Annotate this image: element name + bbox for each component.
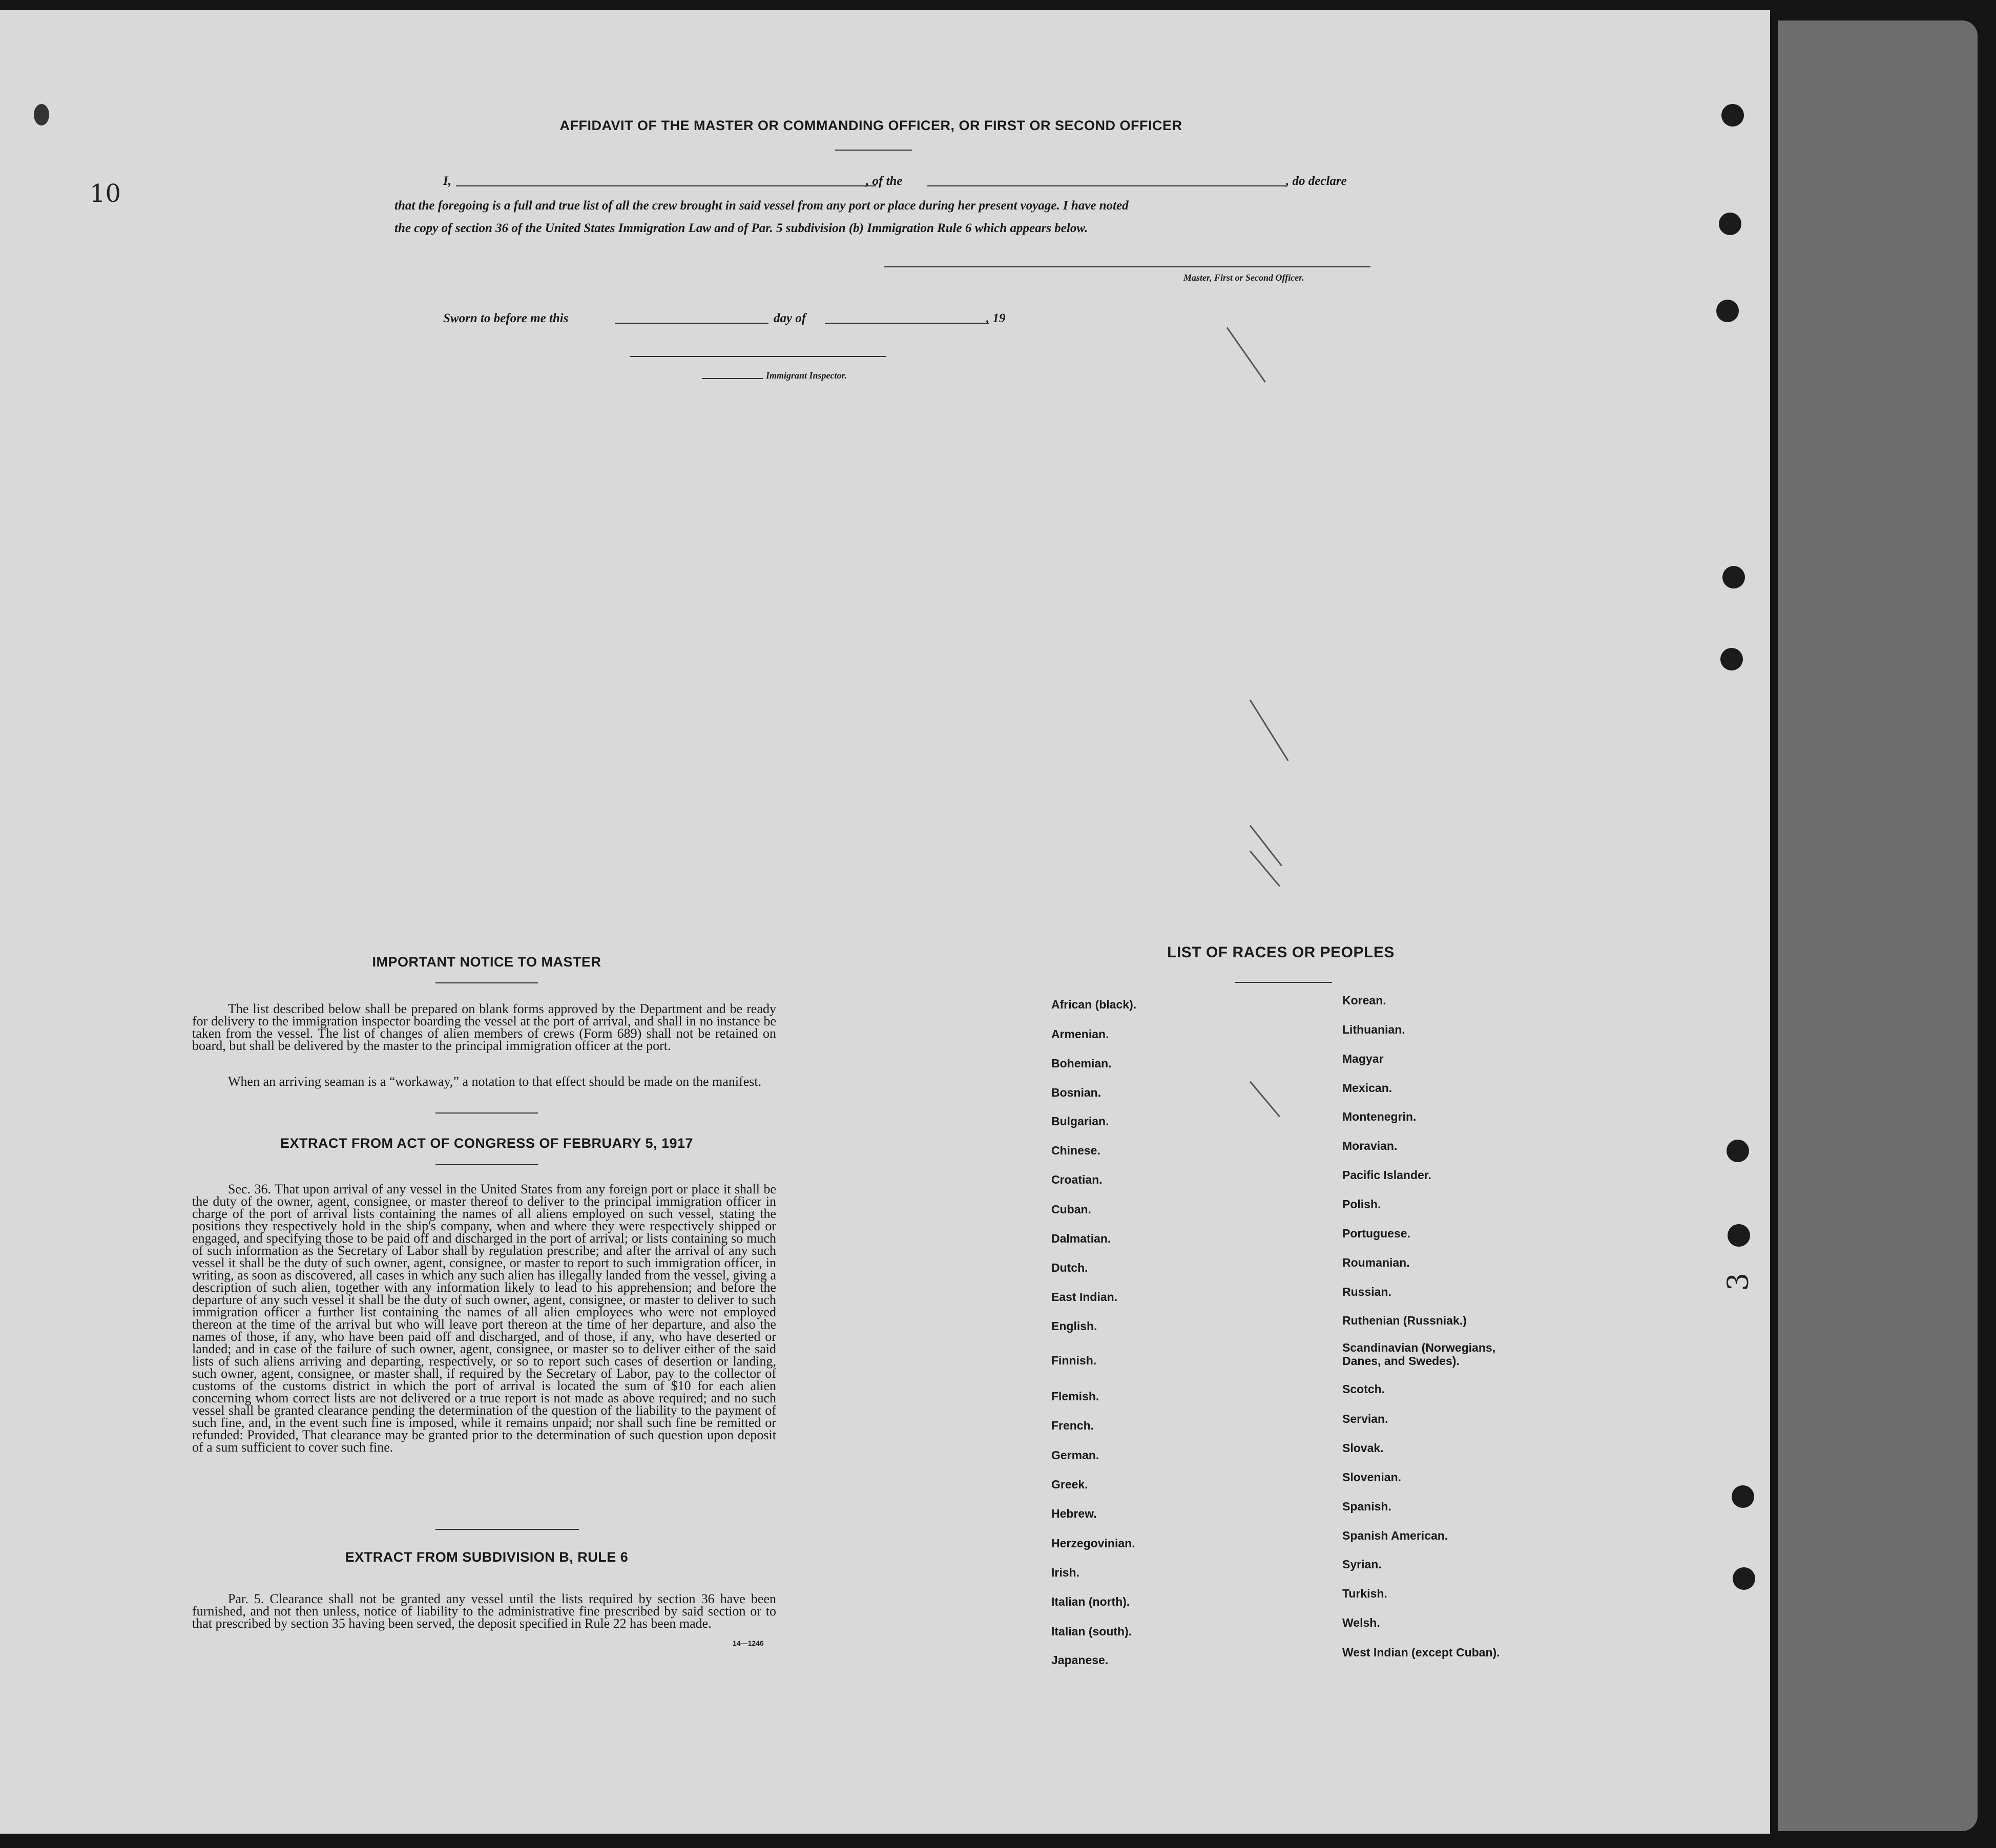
binder-hole	[1722, 566, 1745, 589]
race-item-right: Welsh.	[1342, 1616, 1380, 1629]
pencil-mark	[1250, 700, 1289, 761]
pencil-mark	[1250, 851, 1280, 887]
name-line	[456, 185, 876, 186]
race-item-right: Spanish.	[1342, 1500, 1391, 1513]
rule-text: Par. 5. Clearance shall not be granted any vessel until the lists required by section 36 have been furnished, and not then unless, notice of liability to the administrative fine prescribed by said section or to that prescribed by section 35 having been served, the deposit specified in Rule 22 has been made.	[192, 1591, 776, 1631]
race-item-left: Finnish.	[1051, 1354, 1097, 1367]
race-item-right: Roumanian.	[1342, 1256, 1410, 1269]
inspector-short-line	[702, 378, 763, 379]
notice-para1: The list described below shall be prepared on blank forms approved by the Department and be ready for delivery to the immigration inspector boarding the vessel at the port of arrival, and shall in no instance be taken from the vessel. The list of changes of alien members of crews (Form 689) shall not be retained on board, but shall be delivered by the master to the principal immigration officer at the port.	[192, 1001, 776, 1053]
affidavit-declare: , do declare	[1286, 174, 1347, 188]
race-item-left: Hebrew.	[1051, 1507, 1097, 1520]
race-item-right: Spanish American.	[1342, 1529, 1448, 1542]
inspector-caption: Immigrant Inspector.	[766, 370, 847, 381]
act-text: Sec. 36. That upon arrival of any vessel in the United States from any foreign port or place it shall be the duty of the owner, agent, consignee, or master thereof to deliver to the principal immigration officer in charge of the port of arrival lists containing the names of all aliens employed on such vessel, stating the positions they respectively hold in the ship's company, when and where they were respectively shipped or engaged, and specifying those to be paid off and discharged in the port of arrival; or lists containing so much of such information as the Secretary of Labor shall by regulation prescribe; and after the arrival of any such vessel it shall be the duty of such owner, agent, consignee, or master to report to such immigration officer, in writing, as soon as discovered, all cases in which any such alien has illegally landed from the vessel, giving a description of such alien, together with any information likely to lead to his apprehension; and before the departure of any such vessel it shall be the duty of such owner, agent, consignee, or master to deliver to such immigration officer a further list containing the names of all alien employees who were not employed thereon at the time of the arrival but who will leave port thereon at the time of her departure, and also the names of those, if any, who have been paid off and discharged, and of those, if any, who have deserted or landed; and in case of the failure of such owner, agent, consignee, or master so to deliver either of the said lists of such aliens arriving and departing, respectively, or so to report such cases of desertion or landing, such owner, agent, consignee, or master shall, if required by the Secretary of Labor, pay to the collector of customs of the customs district in which the port of arrival is located the sum of $10 for each alien concerning whom correct lists are not delivered or a true report is not made as above required; and no such vessel shall be granted clearance pending the determination of the question of the liability to the payment of such fine, and, in the event such fine is imposed, while it remains unpaid; nor shall such fine be remitted or refunded: Provided, That clearance may be granted prior to the determination of such question upon deposit of a sum sufficient to cover such fine.	[192, 1182, 776, 1455]
race-item-right: West Indian (except Cuban).	[1342, 1646, 1500, 1659]
form-number: 14—1246	[733, 1639, 764, 1647]
race-item-right: Mexican.	[1342, 1081, 1392, 1095]
act-title: EXTRACT FROM ACT OF CONGRESS OF FEBRUARY 5, 1917	[280, 1136, 694, 1151]
race-item-left: Irish.	[1051, 1566, 1079, 1579]
pencil-mark	[1250, 825, 1282, 867]
race-item-right: Slovenian.	[1342, 1471, 1402, 1484]
race-item-left: Bohemian.	[1051, 1057, 1112, 1070]
binder-hole	[1719, 213, 1741, 235]
race-item-right: Scandinavian (Norwegians, Danes, and Swedes).	[1342, 1341, 1496, 1368]
affidavit-title: AFFIDAVIT OF THE MASTER OR COMMANDING OFFICER, OR FIRST OR SECOND OFFICER	[559, 118, 1182, 133]
race-item-right: Turkish.	[1342, 1587, 1387, 1600]
act-divider	[435, 1164, 538, 1165]
race-item-left: Flemish.	[1051, 1390, 1099, 1403]
race-item-left: East Indian.	[1051, 1290, 1118, 1304]
document-page	[0, 10, 1770, 1834]
notice-end-divider	[435, 1112, 538, 1114]
races-title: LIST OF RACES OR PEOPLES	[1167, 944, 1395, 961]
affidavit-line2: that the foregoing is a full and true list of all the crew brought in said vessel from any port or place during her present voyage. I have noted	[394, 199, 1129, 213]
race-item-left: Greek.	[1051, 1478, 1088, 1491]
race-item-right: Servian.	[1342, 1412, 1388, 1425]
race-item-left: Cuban.	[1051, 1203, 1091, 1216]
race-item-right: Korean.	[1342, 994, 1386, 1007]
signature-caption: Master, First or Second Officer.	[1183, 272, 1304, 283]
binder-hole	[1716, 300, 1739, 322]
race-item-right: Lithuanian.	[1342, 1023, 1405, 1036]
binder-hole	[1727, 1140, 1749, 1162]
pencil-mark	[1226, 327, 1266, 383]
binder-hole	[1721, 104, 1744, 127]
act-end-divider	[435, 1529, 579, 1530]
inspector-line	[630, 356, 886, 357]
affidavit-line3: the copy of section 36 of the United States Immigration Law and of Par. 5 subdivision (b) Immigration Rule 6 which appears below.	[394, 221, 1088, 235]
race-item-right: Polish.	[1342, 1198, 1381, 1211]
races-divider	[1235, 982, 1332, 983]
signature-line	[884, 266, 1370, 267]
race-item-left: Dalmatian.	[1051, 1232, 1111, 1245]
race-item-left: Herzegovinian.	[1051, 1537, 1135, 1550]
pencil-mark	[1250, 1081, 1280, 1118]
year-label: , 19	[986, 311, 1006, 325]
race-item-left: Italian (south).	[1051, 1625, 1132, 1638]
sworn-label: Sworn to before me this	[443, 311, 569, 325]
race-item-right: Pacific Islander.	[1342, 1168, 1431, 1182]
race-item-left: Croatian.	[1051, 1173, 1103, 1186]
binder-hole	[34, 104, 49, 125]
race-item-right: Slovak.	[1342, 1441, 1384, 1455]
race-item-right: Moravian.	[1342, 1139, 1398, 1152]
race-item-left: Chinese.	[1051, 1144, 1100, 1157]
race-item-right: Magyar	[1342, 1052, 1384, 1065]
race-item-right: Russian.	[1342, 1285, 1391, 1298]
race-item-left: French.	[1051, 1419, 1094, 1432]
notice-divider	[435, 982, 538, 983]
race-item-left: Dutch.	[1051, 1261, 1088, 1274]
race-item-left: Armenian.	[1051, 1027, 1109, 1041]
affidavit-i-label: I,	[443, 174, 451, 188]
margin-mark-right: 3	[1721, 1272, 1755, 1291]
notice-para2: When an arriving seaman is a “workaway,” a notation to that effect should be made on the manifest.	[228, 1074, 762, 1089]
binder-hole	[1728, 1224, 1750, 1247]
affidavit-of-the: , of the	[866, 174, 903, 188]
race-item-left: Japanese.	[1051, 1653, 1109, 1667]
race-item-right: Scotch.	[1342, 1382, 1385, 1396]
race-item-right: Syrian.	[1342, 1558, 1382, 1571]
race-item-left: Bosnian.	[1051, 1086, 1101, 1099]
notice-title: IMPORTANT NOTICE TO MASTER	[372, 954, 601, 970]
vessel-line	[927, 185, 1286, 186]
rule-title: EXTRACT FROM SUBDIVISION B, RULE 6	[345, 1549, 629, 1565]
race-item-right: Montenegrin.	[1342, 1110, 1417, 1123]
binder-hole	[1733, 1567, 1755, 1590]
race-item-left: Bulgarian.	[1051, 1115, 1109, 1128]
title-divider	[835, 150, 912, 151]
race-item-left: German.	[1051, 1448, 1099, 1462]
underlying-page	[1778, 20, 1978, 1831]
race-item-right: Portuguese.	[1342, 1227, 1410, 1240]
sworn-month-line	[825, 323, 989, 324]
sworn-day-line	[615, 323, 768, 324]
binder-hole	[1732, 1485, 1754, 1508]
race-item-right: Ruthenian (Russniak.)	[1342, 1314, 1467, 1327]
binder-hole	[1720, 648, 1743, 670]
race-item-left: Italian (north).	[1051, 1595, 1130, 1608]
race-item-left: English.	[1051, 1319, 1097, 1333]
day-of-label: day of	[774, 311, 806, 325]
margin-mark-left: 10	[90, 179, 121, 208]
race-item-left: African (black).	[1051, 998, 1137, 1011]
